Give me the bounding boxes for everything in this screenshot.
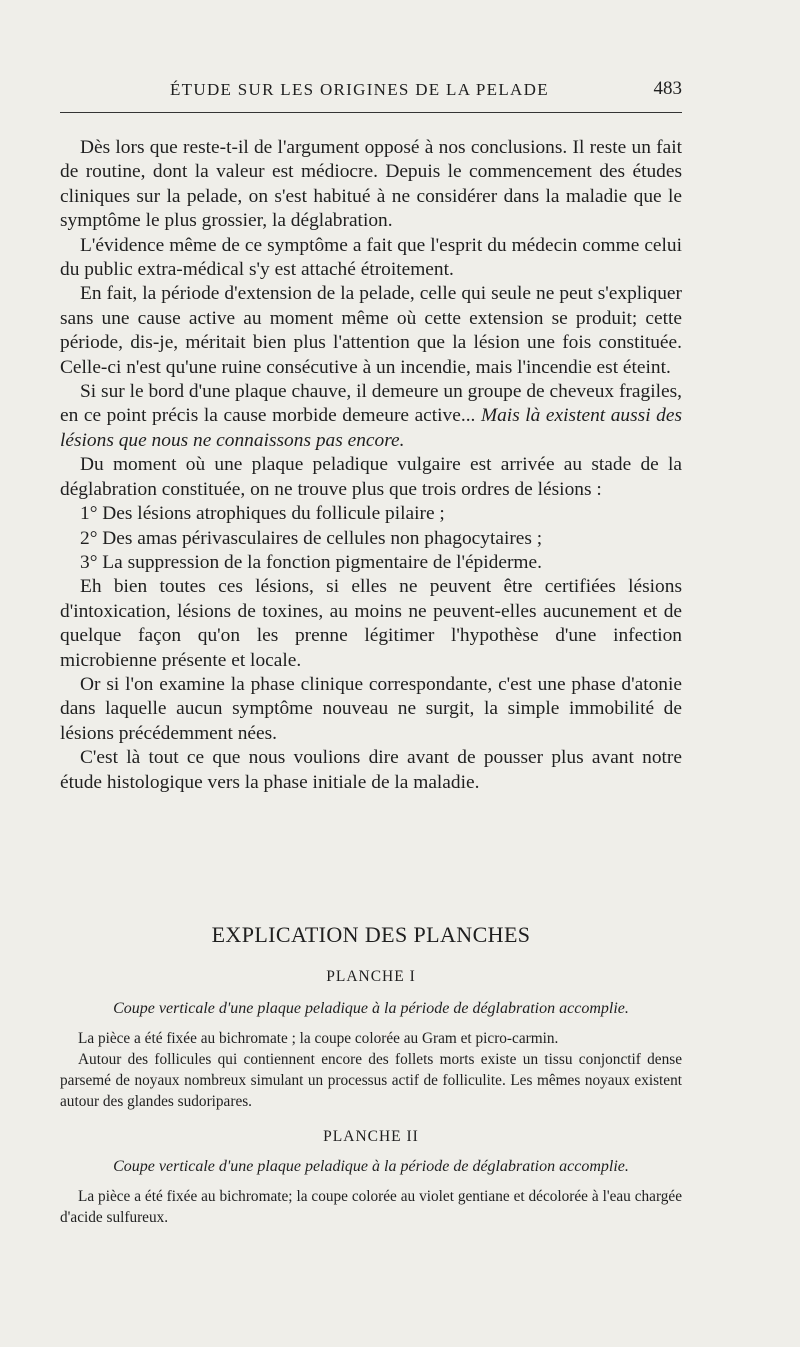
- italic-emphasis: Mais là existent aussi des lésions que nous ne connaissons pas encore.: [60, 405, 682, 451]
- paragraph-text: Si sur le bord d'une plaque chauve, il demeure un groupe de cheveux fragiles, en ce point précis la cause morbide demeure active...: [60, 381, 682, 427]
- paragraph: C'est là tout ce que nous voulions dire avant de pousser plus avant notre étude histologique vers la phase initiale de la maladie.: [60, 747, 682, 793]
- paragraph: Du moment où une plaque peladique vulgaire est arrivée au stade de la déglabration constituée, on ne trouve plus que trois ordres de lésions :: [60, 454, 682, 500]
- paragraph: En fait, la période d'extension de la pelade, celle qui seule ne peut s'expliquer sans une cause active au moment même où cette extension se produit; cette période, dis-je, méritait bien plus l'attention que la lésion une fois constituée. Celle-ci n'est qu'une ruine consécutive à un incendie, mais l'incendie est éteint.: [60, 283, 682, 378]
- running-head-title: ÉTUDE SUR LES ORIGINES DE LA PELADE: [170, 80, 549, 99]
- plate-description: [60, 1186, 682, 1228]
- plate-heading: PLANCHE II: [323, 1128, 419, 1145]
- plate-text: La pièce a été fixée au bichromate; la coupe colorée au violet gentiane et décolorée à l'eau chargée d'acide sulfureux.: [60, 1188, 682, 1226]
- plate-caption: Coupe verticale d'une plaque peladique à la période de déglabration accomplie.: [113, 1158, 629, 1175]
- section-title: EXPLICATION DES PLANCHES: [211, 922, 531, 947]
- paragraph: Dès lors que reste-t-il de l'argument opposé à nos conclusions. Il reste un fait de routine, dont la valeur est médiocre. Depuis le commencement des études cliniques sur la pelade, on s'est habitué à ne considérer dans la maladie que le symptôme le plus grossier, la déglabration.: [60, 137, 682, 232]
- paragraph: Or si l'on examine la phase clinique correspondante, c'est une phase d'atonie dans laquelle aucun symptôme nouveau ne surgit, la simple immobilité de lésions précédemment nées.: [60, 673, 682, 744]
- list-item: 3° La suppression de la fonction pigmentaire de l'épiderme.: [80, 551, 542, 573]
- body-text: [60, 136, 682, 795]
- list-item: 2° Des amas périvasculaires de cellules non phagocytaires ;: [80, 527, 543, 549]
- page-number: 483: [653, 78, 682, 99]
- plate-caption: Coupe verticale d'une plaque peladique à la période de déglabration accomplie.: [113, 1000, 629, 1017]
- list-item: 1° Des lésions atrophiques du follicule pilaire ;: [80, 503, 445, 525]
- paragraph: Eh bien toutes ces lésions, si elles ne peuvent être certifiées lésions d'intoxication, lésions de toxines, au moins ne peuvent-elles aucunement et de quelque façon qu'on les prenne légitimer l'hypothèse d'une infection microbienne présente et locale.: [60, 576, 682, 671]
- paragraph: [60, 380, 682, 453]
- plate-text: Autour des follicules qui contiennent encore des follets morts existe un tissu conjonctif dense parsemé de noyaux nombreux simulant un processus actif de folliculite. Les mêmes noyaux existent autour des glandes sudoripares.: [60, 1051, 682, 1110]
- paragraph: L'évidence même de ce symptôme a fait que l'esprit du médecin comme celui du public extra-médical s'y est attaché étroitement.: [60, 234, 682, 281]
- plate-description: [60, 1028, 682, 1112]
- running-head: [60, 72, 682, 113]
- plate-heading: PLANCHE I: [326, 968, 416, 985]
- plate-text: La pièce a été fixée au bichromate ; la coupe colorée au Gram et picro-carmin.: [78, 1030, 559, 1047]
